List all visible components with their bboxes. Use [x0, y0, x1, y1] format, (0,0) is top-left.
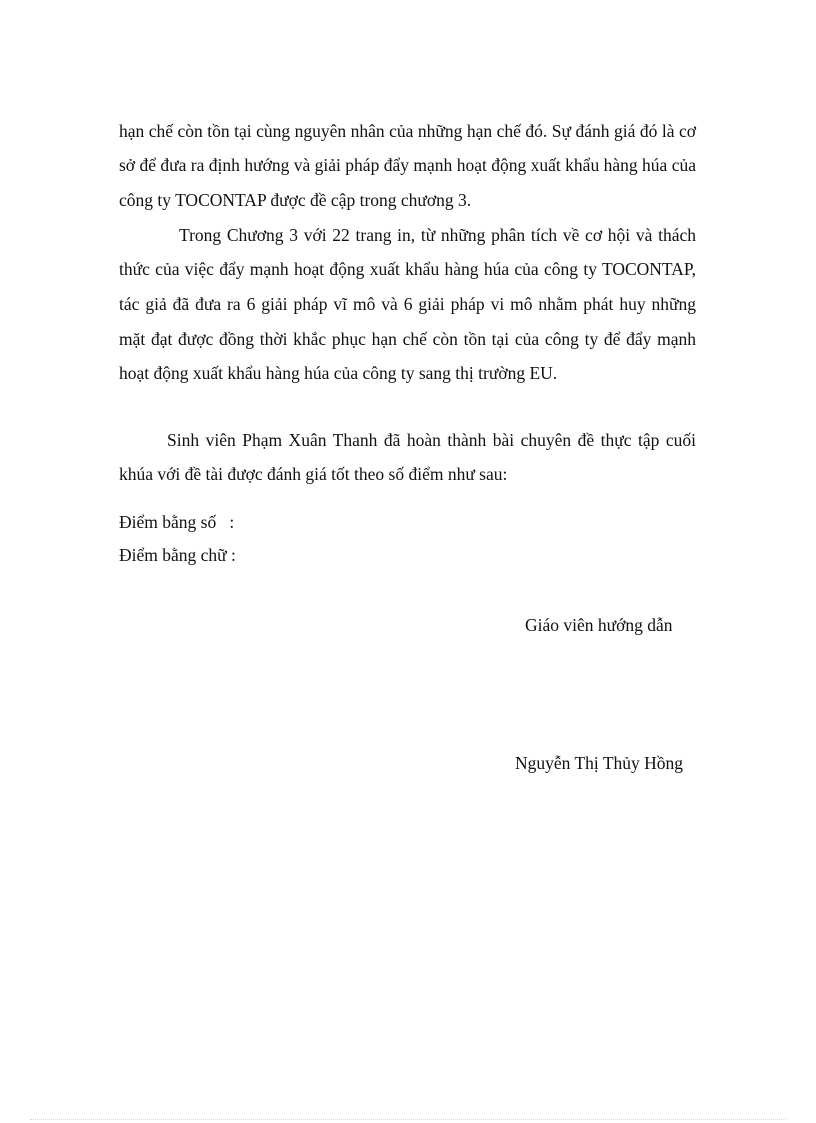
supervisor-title: Giáo viên hướng dẫn	[525, 615, 673, 635]
page-bottom-divider	[30, 1119, 786, 1120]
paragraph-text: hạn chế còn tồn tại cùng nguyên nhân của những hạn chế đó. Sự đánh giá đó là cơ sở để đưa ra định hướng và giải pháp đẩy mạnh hoạt động xuất khẩu hàng húa của công ty TOCONTAP được đề cập trong chương 3.	[119, 120, 696, 210]
paragraph-conclusion	[119, 405, 696, 509]
paragraph-text: Sinh viên Phạm Xuân Thanh đã hoàn thành bài chuyên đề thực tập cuối khúa với đề tài được đánh giá tốt theo số điểm như sau:	[119, 429, 696, 485]
paragraph-text: Trong Chương 3 với 22 trang in, từ những phân tích về cơ hội và thách thức của việc đẩy mạnh hoạt động xuất khẩu hàng húa của công ty TOCONTAP, tác giả đã đưa ra 6 giải pháp vĩ mô và 6 giải pháp vi mô nhằm phát huy những mặt đạt được đồng thời khắc phục hạn chế còn tồn tại của công ty để đẩy mạnh hoạt động xuất khẩu hàng húa của công ty sang thị trường EU.	[119, 224, 696, 384]
paragraph-chapter-3	[119, 200, 696, 409]
score-by-words-label: Điểm bằng chữ :	[119, 545, 236, 565]
score-by-number-label: Điểm bằng số :	[119, 512, 235, 532]
supervisor-name: Nguyễn Thị Thủy Hồng	[515, 753, 684, 773]
